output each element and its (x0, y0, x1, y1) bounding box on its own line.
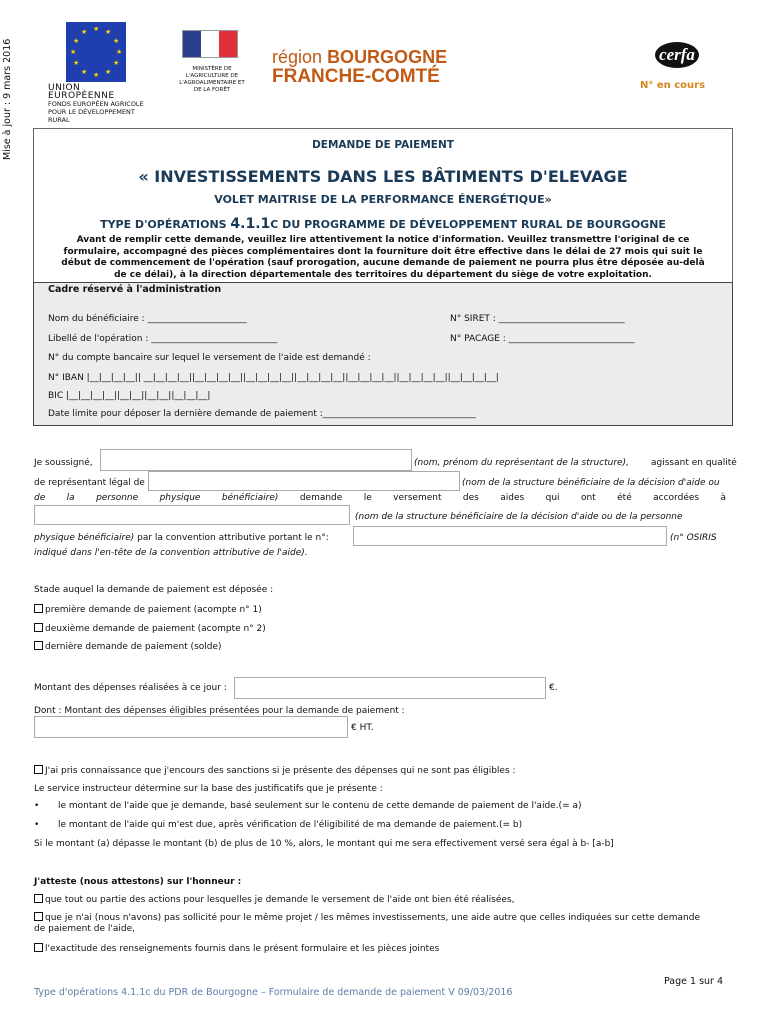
admin-title: Cadre réservé à l'administration (48, 284, 222, 295)
structure-note: (nom de la structure bénéficiaire de la décision d'aide ou (462, 478, 720, 488)
stade-option-3[interactable]: dernière demande de paiement (solde) (34, 641, 222, 652)
siret: N° SIRET : ____________________________ (450, 314, 625, 324)
operation-label: Libellé de l'opération : ____________________________ (48, 334, 278, 344)
montant-dont-label: Dont : Montant des dépenses éligibles présentées pour la demande de paiement : (34, 706, 405, 716)
service-text: Le service instructeur détermine sur la base des justificatifs que je présente : (34, 784, 383, 794)
structure-field[interactable] (148, 471, 460, 491)
bullet-a: • le montant de l'aide que je demande, basé seulement sur le contenu de cette demande de paiement de l'aide.(= a) (34, 801, 582, 811)
stade-option-1[interactable]: première demande de paiement (acompte n° 1) (34, 604, 262, 615)
je-soussigne: Je soussigné, (34, 458, 93, 468)
form-subtitle: VOLET MAITRISE DE LA PERFORMANCE ÉNERGÉTIQUE» (214, 193, 552, 206)
montant-eligible-field[interactable] (34, 716, 348, 738)
structure-full-note: (nom de la structure bénéficiaire de la décision d'aide ou de la personne (355, 512, 683, 522)
montant-realise-label: Montant des dépenses réalisées à ce jour : (34, 683, 227, 693)
atteste-item-2b: de paiement de l'aide, (34, 924, 135, 934)
name-note: (nom, prénom du représentant de la structure), (414, 458, 629, 468)
agissant: agissant en qualité (651, 458, 737, 468)
stade-option-2[interactable]: deuxième demande de paiement (acompte n° 2) (34, 623, 266, 634)
atteste-item-3[interactable]: l'exactitude des renseignements fournis dans le présent formulaire et les pièces jointes (34, 943, 439, 954)
header-box (33, 128, 733, 288)
checkbox[interactable] (34, 641, 43, 650)
footer-text: Type d'opérations 4.1.1c du PDR de Bourgogne – Formulaire de demande de paiement V 09/03/2016 (34, 987, 513, 998)
operation-type: TYPE D'OPÉRATIONS 4.1.1C DU PROGRAMME DE DÉVELOPPEMENT RURAL DE BOURGOGNE (100, 216, 666, 232)
indique-note: indiqué dans l'en-tête de la convention attributive de l'aide). (34, 548, 308, 558)
marianne-logo-icon (182, 30, 238, 58)
checkbox[interactable] (34, 912, 43, 921)
osiris-field[interactable] (353, 526, 667, 546)
si-text: Si le montant (a) dépasse le montant (b) de plus de 10 %, alors, le montant qui me sera effectivement versé sera égal à b- [a-b] (34, 839, 614, 849)
demande-label: DEMANDE DE PAIEMENT (312, 139, 454, 151)
eu-logo-text: UNION EUROPÉENNE FONDS EUROPÉEN AGRICOLE POUR LE DÉVELOPPEMENT RURAL (48, 83, 144, 124)
osiris-note: (n° OSIRIS (670, 533, 717, 543)
representant-legal: de représentant légal de (34, 478, 145, 488)
pacage: N° PACAGE : ____________________________ (450, 334, 635, 344)
checkbox[interactable] (34, 623, 43, 632)
form-number: N° en cours (640, 80, 706, 91)
beneficiary-name: Nom du bénéficiaire : ______________________ (48, 314, 247, 324)
ht-label: € HT. (351, 723, 374, 733)
atteste-item-1[interactable]: que tout ou partie des actions pour lesquelles je demande le versement de l'aide ont bien été réalisées, (34, 894, 514, 905)
form-title: « INVESTISSEMENTS DANS LES BÂTIMENTS D'ELEVAGE (138, 167, 628, 186)
representative-name-field[interactable] (100, 449, 412, 471)
update-date: Mise à jour : 9 mars 2016 (2, 38, 13, 160)
deadline: Date limite pour déposer la dernière demande de paiement :__________________________________ (48, 409, 476, 419)
checkbox[interactable] (34, 765, 43, 774)
checkbox[interactable] (34, 943, 43, 952)
stade-label: Stade auquel la demande de paiement est déposée : (34, 585, 274, 595)
phrase-line: de la personne physique bénéficiaire) demande le versement des aides qui ont été accordées à (34, 493, 726, 503)
atteste-title: J'atteste (nous attestons) sur l'honneur : (34, 877, 242, 887)
cerfa-logo: cerfa (655, 42, 699, 68)
eu-flag-icon: ★ ★ ★ ★ ★ ★ ★ ★ ★ ★ ★ ★ (66, 22, 126, 82)
euro-label: €. (549, 683, 558, 693)
sanctions-checkbox[interactable]: J'ai pris connaissance que j'encours des sanctions si je présente des dépenses qui ne sont pas éligibles : (34, 765, 516, 776)
bic: BIC |__|__|__|__||__|__||__|__||__|__|__| (48, 391, 211, 401)
physique-line: physique bénéficiaire) par la convention attributive portant le n°: (34, 533, 329, 543)
checkbox[interactable] (34, 604, 43, 613)
montant-realise-field[interactable] (234, 677, 546, 699)
region-logo: région BOURGOGNE FRANCHE-COMTÉ (272, 47, 448, 87)
notice-text: Avant de remplir cette demande, veuillez lire attentivement la notice d'information. Veuillez transmettre l'original de ce formulaire, accompagné des pièces complémentaires dont la fourniture doit être effective dans le délai de 27 mois qui suit le début de commencement de l'opération (sauf prorogation, aucune demande de paiement ne pourra plus être déposée au-delà de ce délai), à la direction départementale des territoires du département du siège de votre exploitation. (61, 235, 705, 280)
bullet-b: • le montant de l'aide qui m'est due, après vérification de l'éligibilité de ma demande de paiement.(= b) (34, 820, 523, 830)
iban: N° IBAN |__|__|__|__|| __|__|__|__||__|__|__|__||__|__|__|__||__|__|__|__||__|__|__|__||__|__|__|__||__|__|__|__| (48, 373, 499, 383)
beneficiary-structure-field[interactable] (34, 505, 350, 525)
admin-box (33, 282, 733, 426)
atteste-item-2[interactable]: que je n'ai (nous n'avons) pas sollicité pour le même projet / les mêmes investissements, une aide autre que celles indiquées sur cette demande (34, 912, 700, 923)
page-number: Page 1 sur 4 (664, 976, 724, 987)
checkbox[interactable] (34, 894, 43, 903)
bank-account-label: N° du compte bancaire sur lequel le versement de l'aide est demandé : (48, 353, 371, 363)
ministry-caption: MINISTÈRE DE L'AGRICULTURE DE L'AGROALIMENTAIRE ET DE LA FORÊT (179, 66, 245, 93)
